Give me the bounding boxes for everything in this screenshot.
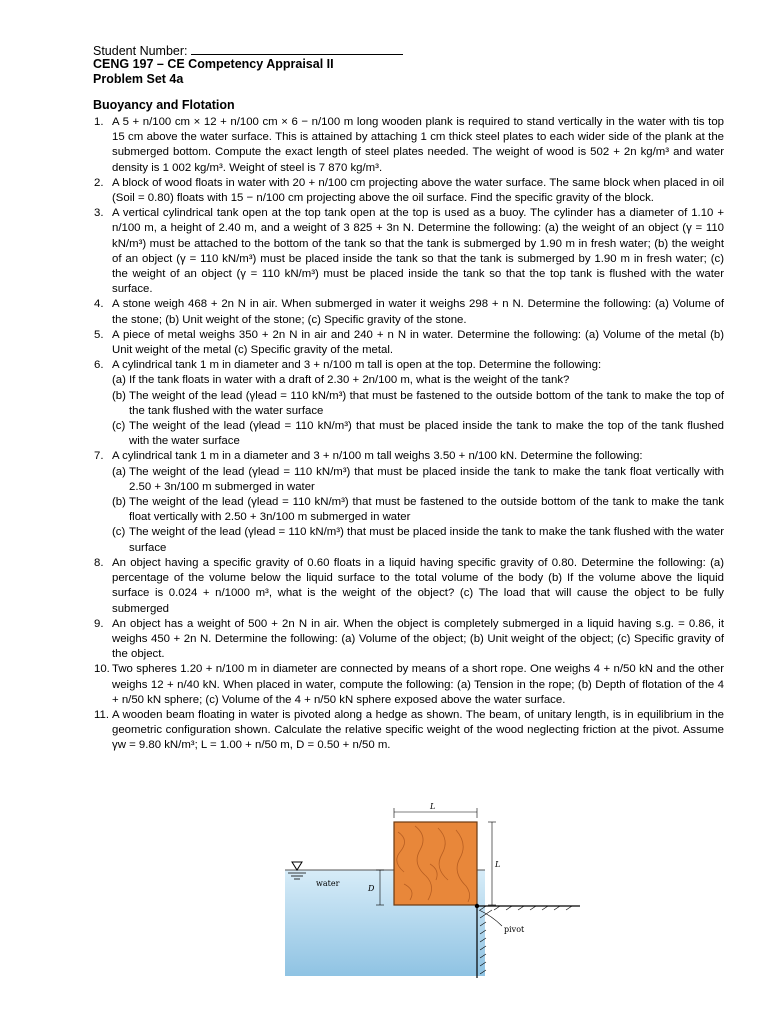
subitem-text: The weight of the lead (γlead = 110 kN/m³) that must be placed inside the tank to make the top of the tank flushed with the water surface <box>129 420 724 448</box>
problem-item <box>94 328 724 358</box>
problem-text: A wooden beam floating in water is pivoted along a hedge as shown. The beam, of unitary length, is in equilibrium in the geometric configuration shown. Calculate the relative specific weight of the wood neglecting friction at the pivot. Assume γw = 9.80 kN/m³; L = 1.00 + n/50 m, D = 0.50 + n/50 m. <box>112 708 724 752</box>
problem-number: 2. <box>94 176 104 189</box>
problem-item <box>94 708 724 754</box>
problem-text: A block of wood floats in water with 20 + n/100 cm projecting above the water surface. The same block when placed in oil (Soil = 0.80) floats with 15 − n/100 cm projecting above the oil surface. Find the specific gravity of the block. <box>112 176 724 205</box>
problem-subitem <box>112 465 724 495</box>
problem-set-title: Problem Set 4a <box>93 72 184 86</box>
problem-subitem <box>112 495 724 525</box>
problem-number: 5. <box>94 328 104 341</box>
problem-text: A stone weigh 468 + 2n N in air. When submerged in water it weighs 298 + n N. Determine the following: (a) Volume of the stone; (b) Unit weight of the stone; (c) Specific gravity of the stone. <box>112 298 724 326</box>
problem-item <box>94 358 724 449</box>
problem-subitem <box>112 389 724 419</box>
problem-number: 6. <box>94 359 104 372</box>
problem-list <box>94 115 724 754</box>
problem-item <box>94 115 724 176</box>
beam-width-label: L <box>430 802 436 811</box>
problem-text: An object has a weight of 500 + 2n N in air. When the object is completely submerged in a liquid having s.g. = 0.86, it weighs 450 + 2n N. Determine the following: (a) Volume of the object; (b) Unit weight of the object; (c) Specific gravity of the object. <box>112 617 724 661</box>
course-title: CENG 197 – CE Competency Appraisal II <box>93 57 334 71</box>
subitem-text: The weight of the lead (γlead = 110 kN/m³) that must be fastened to the outside bottom of the tank to make the top of the tank flushed with the water surface <box>129 389 724 417</box>
subitem-text: The weight of the lead (γlead = 110 kN/m³) that must be placed inside the tank to make the tank flushed with the water surface <box>129 526 724 554</box>
problem-item <box>94 206 724 297</box>
problem-number: 7. <box>94 450 104 463</box>
problem-item <box>94 662 724 708</box>
subitem-label: (a) <box>112 465 126 478</box>
wooden-beam <box>394 822 477 905</box>
beam-height-label: L <box>495 860 501 869</box>
subitem-label: (c) <box>112 420 126 433</box>
section-title: Buoyancy and Flotation <box>93 98 235 112</box>
problem-text: A cylindrical tank 1 m in diameter and 3 + n/100 m tall is open at the top. Determine the following: <box>112 359 602 372</box>
problem-text: A 5 + n/100 cm × 12 + n/100 cm × 6 − n/100 m long wooden plank is required to stand vertically in the water with tis top 15 cm above the water surface. This is attained by attaching 1 cm thick steel plates to each wider side of the plank at the submerged bottom. Compute the exact length of steel plates needed. The weight of wood is 502 + 2n kg/m³ and water density is 1 002 kg/m³. Weight of steel is 7 870 kg/m³. <box>112 116 724 174</box>
draft-label: D <box>368 884 375 893</box>
problem-subitem <box>112 419 724 449</box>
subitem-text: If the tank floats in water with a draft of 2.30 + 2n/100 m, what is the weight of the tank? <box>129 374 570 387</box>
problem-subitem <box>112 525 724 555</box>
problem-text: A cylindrical tank 1 m in a diameter and 3 + n/100 m tall weighs 3.50 + n/100 kN. Determine the following: <box>112 450 643 463</box>
problem-number: 10. <box>94 663 110 676</box>
subitem-label: (b) <box>112 496 126 509</box>
subitem-label: (b) <box>112 389 126 402</box>
problem-number: 9. <box>94 617 104 630</box>
problem-text: Two spheres 1.20 + n/100 m in diameter are connected by means of a short rope. One weighs 4 + n/50 kN and the other weighs 12 + n/40 kN. When placed in water, compute the following: (a) Tension in the rope; (b) Depth of flotation of the 4 + n/50 kN sphere; (c) Volume of the 4 + n/50 kN sphere exposed above the water surface. <box>112 663 724 706</box>
water-level-icon <box>292 862 302 870</box>
subitem-text: The weight of the lead (γlead = 110 kN/m³) that must be fastened to the outside bottom of the tank to make the tank float vertically with 2.50 + 3n/100 m submerged in water <box>129 496 724 524</box>
problem-item <box>94 176 724 206</box>
student-number-blank <box>191 43 403 55</box>
subitem-text: The weight of the lead (γlead = 110 kN/m³) that must be placed inside the tank to make the tank float vertically with 2.50 + 3n/100 m submerged in water <box>129 465 724 493</box>
water-label: water <box>316 879 340 888</box>
problem-text: A vertical cylindrical tank open at the top tank open at the top is used as a buoy. The cylinder has a diameter of 1.10 + n/100 m, a height of 2.40 m, and a weight of 3 825 + 3n N. Determine the following: (a) the weight of an object (γ = 110 kN/m³) must be attached to the bottom of the tank so that the tank is submerged by 1.90 m in fresh water; (b) the weight of an object (γ = 110 kN/m³) must be placed inside the tank so that the tank is submerged by 1.90 m in fresh water; (c) the weight of an object (γ = 110 kN/m³) must be placed inside the tank so that the top tank is flushed with the water surface. <box>112 207 724 296</box>
problem-subitem <box>112 373 724 388</box>
problem-item <box>94 297 724 327</box>
student-number-line <box>93 43 403 58</box>
pivot-label: pivot <box>504 925 525 934</box>
problem-number: 4. <box>94 298 104 311</box>
problem-text: An object having a specific gravity of 0.60 floats in a liquid having specific gravity of 0.80. Determine the following: (a) percentage of the volume below the liquid surface to the total volume of the body (b) If the volume above the liquid surface is 0.024 + n/1000 m³, what is the weight of the object? (c) The load that will cause the object to be fully submerged <box>112 556 724 615</box>
problem-item <box>94 617 724 663</box>
pivot-icon <box>475 904 479 908</box>
problem-number: 3. <box>94 207 104 220</box>
problem-item <box>94 556 724 617</box>
problem-number: 8. <box>94 556 104 569</box>
problem-number: 11. <box>94 708 109 721</box>
student-number-label: Student Number: <box>93 44 188 58</box>
subitem-label: (c) <box>112 526 126 539</box>
problem-number: 1. <box>94 116 104 128</box>
problem-text: A piece of metal weighs 350 + 2n N in air and 240 + n N in water. Determine the following: (a) Volume of the metal (b) Unit weight of the metal (c) Specific gravity of the metal. <box>112 328 724 357</box>
subitem-label: (a) <box>112 374 126 387</box>
beam-figure <box>280 800 610 986</box>
problem-item <box>94 449 724 555</box>
